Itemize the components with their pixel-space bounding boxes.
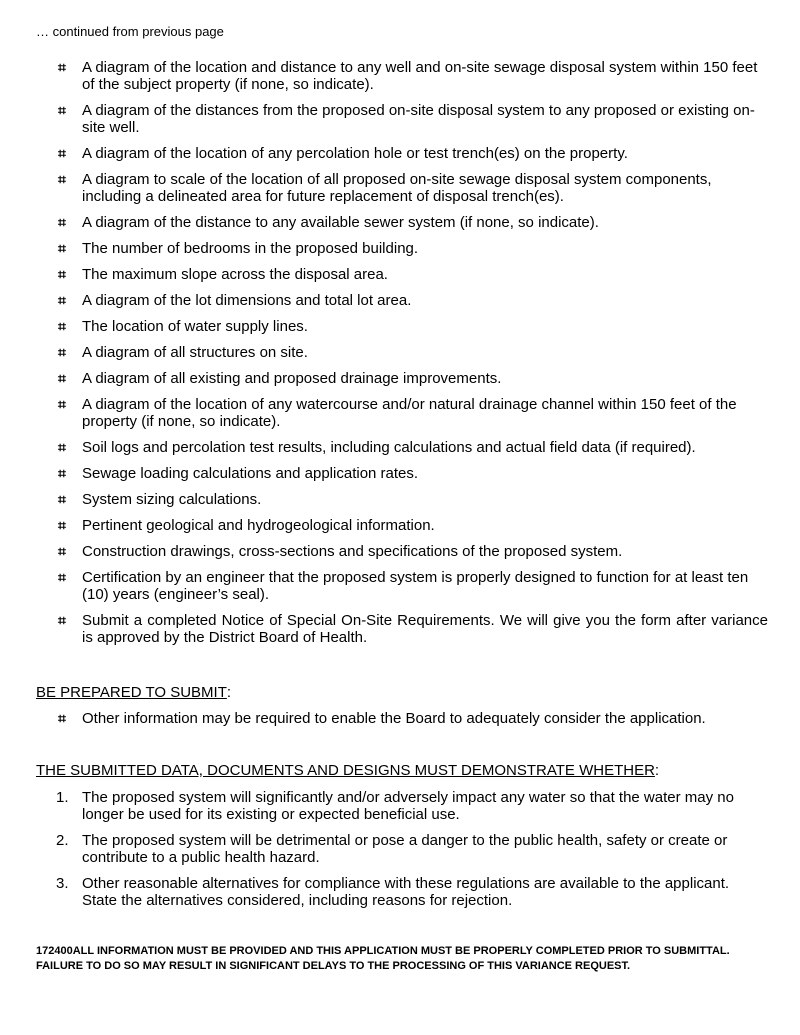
list-item	[58, 266, 768, 283]
colon: :	[226, 684, 232, 701]
list-item	[58, 710, 768, 727]
requirements-list	[58, 59, 768, 655]
item-number: 3.	[56, 875, 69, 892]
list-item	[58, 543, 768, 560]
list-item-text: Soil logs and percolation test results, including calculations and actual field data (if required).	[82, 439, 696, 456]
demonstrate-list	[58, 789, 768, 918]
list-item-text: Submit a completed Notice of Special On-Site Requirements. We will give you the form after variance is approved by the District Board of Health.	[82, 612, 768, 646]
demonstrate-heading-text: THE SUBMITTED DATA, DOCUMENTS AND DESIGNS MUST DEMONSTRATE WHETHER	[36, 762, 655, 779]
list-item-text: A diagram to scale of the location of all proposed on-site sewage disposal system components, including a delineated area for future replacement of disposal trench(es).	[82, 171, 712, 205]
bullet-icon: ⌗	[58, 171, 66, 187]
list-item	[58, 292, 768, 309]
numbered-item	[58, 832, 768, 866]
list-item	[58, 517, 768, 534]
list-item	[58, 370, 768, 387]
bullet-icon: ⌗	[58, 344, 66, 360]
bullet-icon: ⌗	[58, 396, 66, 412]
colon: :	[654, 762, 660, 779]
numbered-item-text: The proposed system will be detrimental or pose a danger to the public health, safety or create or contribute to a public health hazard.	[82, 832, 728, 866]
prepared-list	[58, 710, 768, 736]
list-item-text: A diagram of the location of any percolation hole or test trench(es) on the property.	[82, 145, 628, 162]
list-item	[58, 59, 768, 93]
list-item-text: A diagram of the location and distance to any well and on-site sewage disposal system within 150 feet of the subject property (if none, so indicate).	[82, 59, 758, 93]
list-item	[58, 491, 768, 508]
prepared-heading	[36, 684, 231, 701]
list-item-text: System sizing calculations.	[82, 491, 262, 508]
bullet-icon: ⌗	[58, 318, 66, 334]
prepared-heading-text: BE PREPARED TO SUBMIT	[36, 684, 227, 701]
bullet-icon: ⌗	[58, 102, 66, 118]
list-item-text: Sewage loading calculations and application rates.	[82, 465, 419, 482]
bullet-icon: ⌗	[58, 240, 66, 256]
bullet-icon: ⌗	[58, 370, 66, 386]
list-item	[58, 171, 768, 205]
list-item	[58, 102, 768, 136]
list-item-text: Other information may be required to enable the Board to adequately consider the application.	[82, 710, 706, 727]
numbered-item-text: Other reasonable alternatives for compliance with these regulations are available to the applicant. State the alternatives considered, including reasons for rejection.	[82, 875, 730, 909]
list-item	[58, 612, 768, 646]
item-number: 2.	[56, 832, 69, 849]
continued-note: … continued from previous page	[36, 24, 224, 39]
list-item	[58, 465, 768, 482]
list-item	[58, 396, 768, 430]
bullet-icon: ⌗	[58, 543, 66, 559]
list-item	[58, 344, 768, 361]
bullet-icon: ⌗	[58, 569, 66, 585]
list-item	[58, 569, 768, 603]
bullet-icon: ⌗	[58, 612, 66, 628]
list-item-text: A diagram of all existing and proposed drainage improvements.	[82, 370, 502, 387]
list-item-text: Certification by an engineer that the proposed system is properly designed to function for at least ten (10) years (engineer’s seal).	[82, 569, 749, 603]
bullet-icon: ⌗	[58, 266, 66, 282]
numbered-item	[58, 875, 768, 909]
bullet-icon: ⌗	[58, 491, 66, 507]
footer-notice: 172400ALL INFORMATION MUST BE PROVIDED AND THIS APPLICATION MUST BE PROPERLY COMPLETED PRIOR TO SUBMITTAL. FAILURE TO DO SO MAY RESULT IN SIGNIFICANT DELAYS TO THE PROCESSING OF THIS VARIANCE REQUEST.	[36, 945, 730, 972]
list-item-text: The maximum slope across the disposal area.	[82, 266, 388, 283]
list-item-text: The number of bedrooms in the proposed building.	[82, 240, 419, 257]
demonstrate-heading	[36, 762, 659, 779]
list-item	[58, 318, 768, 335]
list-item-text: The location of water supply lines.	[82, 318, 308, 335]
list-item	[58, 439, 768, 456]
bullet-icon: ⌗	[58, 439, 66, 455]
list-item-text: A diagram of all structures on site.	[82, 344, 308, 361]
numbered-item-text: The proposed system will significantly and/or adversely impact any water so that the water may no longer be used for its existing or expected beneficial use.	[82, 789, 734, 823]
item-number: 1.	[56, 789, 69, 806]
bullet-icon: ⌗	[58, 465, 66, 481]
bullet-icon: ⌗	[58, 214, 66, 230]
bullet-icon: ⌗	[58, 292, 66, 308]
list-item	[58, 214, 768, 231]
bullet-icon: ⌗	[58, 145, 66, 161]
numbered-item	[58, 789, 768, 823]
bullet-icon: ⌗	[58, 59, 66, 75]
list-item-text: A diagram of the location of any watercourse and/or natural drainage channel within 150 feet of the property (if none, so indicate).	[82, 396, 737, 430]
list-item-text: Construction drawings, cross-sections and specifications of the proposed system.	[82, 543, 623, 560]
list-item-text: A diagram of the distances from the proposed on-site disposal system to any proposed or existing on-site well.	[82, 102, 755, 136]
list-item	[58, 240, 768, 257]
list-item-text: A diagram of the distance to any available sewer system (if none, so indicate).	[82, 214, 599, 231]
list-item	[58, 145, 768, 162]
list-item-text: Pertinent geological and hydrogeological information.	[82, 517, 435, 534]
bullet-icon: ⌗	[58, 517, 66, 533]
list-item-text: A diagram of the lot dimensions and total lot area.	[82, 292, 412, 309]
bullet-icon: ⌗	[58, 710, 66, 726]
